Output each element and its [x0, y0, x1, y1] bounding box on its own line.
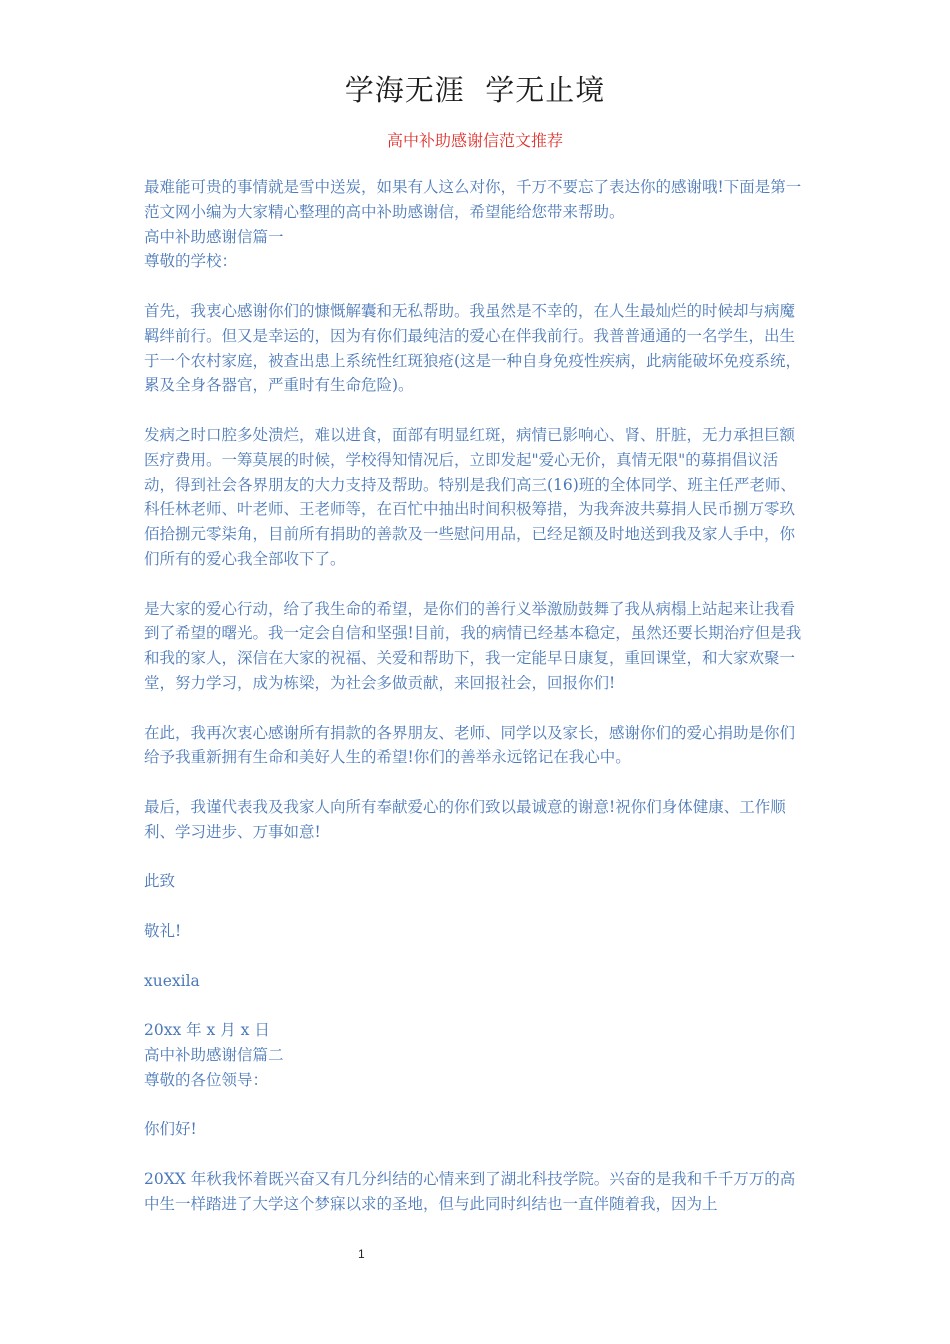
section-one-title: 高中补助感谢信篇一 — [144, 227, 284, 246]
paragraph-4: 在此，我再次衷心感谢所有捐款的各界朋友、老师、同学以及家长，感谢你们的爱心捐助是你们给予我重新拥有生命和美好人生的希望!你们的善举永远铭记在我心中。 — [144, 723, 796, 767]
paragraph-6: 20XX 年秋我怀着既兴奋又有几分纠结的心情来到了湖北科技学院。兴奋的是我和千千万万的高中生一样踏进了大学这个梦寐以求的圣地，但与此同时纠结也一直伴随着我，因为上 — [144, 1169, 796, 1213]
section-two-title: 高中补助感谢信篇二 — [144, 1045, 284, 1064]
closing-line-2: 敬礼! — [144, 921, 182, 940]
intro-paragraph: 最难能可贵的事情就是雪中送炭，如果有人这么对你，千万不要忘了表达你的感谢哦!下面是第一范文网小编为大家精心整理的高中补助感谢信，希望能给您带来帮助。 — [144, 178, 802, 221]
closing-line-1: 此致 — [144, 872, 176, 891]
body-block-intro — [144, 175, 809, 274]
paragraph-2: 发病之时口腔多处溃烂，难以进食，面部有明显红斑，病情已影响心、肾、肝脏，无力承担巨额医疗费用。一筹莫展的时候，学校得知情况后，立即发起"爱心无价，真情无限"的募捐倡议活动，得到社会各界朋友的大力支持及帮助。特别是我们高三(16)班的全体同学、班主任严老师、科任林老师、叶老师、王老师等，在百忙中抽出时间积极筹措，为我奔波共募捐人民币捌万零玖佰拾捌元零柒角，目前所有捐助的善款及一些慰问用品，已经足额及时地送到我及家人手中，你们所有的爱心我全部收下了。 — [144, 425, 796, 568]
salutation-one: 尊敬的学校： — [144, 252, 238, 271]
page-number: 1 — [358, 1247, 365, 1261]
date-line: 20xx 年 x 月 x 日 — [144, 1021, 270, 1040]
document-body — [144, 175, 809, 1241]
paragraph-3: 是大家的爱心行动，给了我生命的希望，是你们的善行义举激励鼓舞了我从病榻上站起来让我看到了希望的曙光。我一定会自信和坚强!目前，我的病情已经基本稳定，虽然还要长期治疗但是我和我的家人，深信在大家的祝福、关爱和帮助下，我一定能早日康复，重回课堂，和大家欢聚一堂，努力学习，成为栋梁，为社会多做贡献，来回报社会，回报你们! — [144, 599, 802, 692]
greeting-two: 你们好! — [144, 1120, 197, 1139]
signature: xuexila — [144, 971, 200, 990]
salutation-two: 尊敬的各位领导： — [144, 1070, 269, 1089]
document-title: 高中补助感谢信范文推荐 — [386, 131, 563, 150]
paragraph-5: 最后，我谨代表我及我家人向所有奉献爱心的你们致以最诚意的谢意!祝你们身体健康、工作顺利、学习进步、万事如意! — [144, 797, 786, 841]
body-block-section-two — [144, 1018, 809, 1092]
paragraph-1: 首先，我衷心感谢你们的慷慨解囊和无私帮助。我虽然是不幸的，在人生最灿烂的时候却与病魔羁绊前行。但又是幸运的，因为有你们最纯洁的爱心在伴我前行。我普普通通的一名学生，出生于一个农村家庭，被查出患上系统性红斑狼疮(这是一种自身免疫性疾病，此病能破坏免疫系统，累及全身各器官，严重时有生命危险)。 — [144, 301, 802, 395]
header-title: 学海无涯 学无止境 — [344, 73, 606, 107]
